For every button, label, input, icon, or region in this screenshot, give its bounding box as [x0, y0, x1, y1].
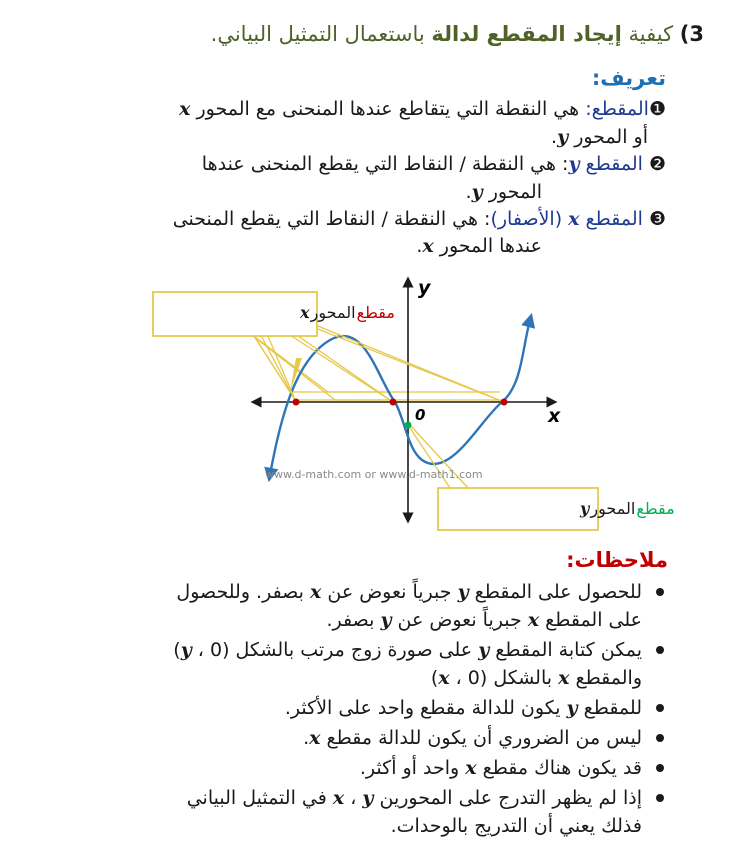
note-text: في التمثيل البياني [186, 787, 333, 809]
definition-text: المحور [488, 181, 542, 203]
note-line [28, 724, 642, 752]
note-text: جبرياً نعوض عن [391, 609, 528, 631]
x-intercept-point [501, 399, 508, 406]
math-var: x [558, 667, 570, 689]
callout-x-text: مقطع المحور x [300, 303, 395, 322]
bullet-icon [656, 588, 664, 596]
math-var: y [471, 181, 483, 203]
math-var: y [180, 639, 192, 661]
definition-label: المقطع [585, 153, 643, 175]
note-text: واحد أو أكثر. [359, 757, 466, 779]
note-line [28, 636, 642, 664]
definition-item-1-cont [551, 123, 648, 151]
note-text: ، [344, 787, 363, 809]
note-text: ) [430, 667, 439, 689]
math-var: y [557, 126, 569, 148]
marker-3-icon: ❸ [648, 208, 666, 230]
definition-text: . [551, 126, 558, 148]
y-intercept-point [405, 422, 412, 429]
note-text: جبرياً نعوض عن [321, 581, 458, 603]
definition-item-1 [179, 95, 666, 123]
definition-item-3 [173, 205, 666, 233]
definition-title: تعريف: [591, 66, 666, 90]
note-line [28, 754, 642, 782]
definition-label: (الأصفار) [490, 208, 563, 230]
math-var: y [566, 697, 578, 719]
bullet-icon [656, 794, 664, 802]
heading-prefix: كيفية [628, 22, 674, 46]
definition-text: . [416, 235, 423, 257]
marker-1-icon: ❶ [648, 98, 666, 120]
note-line [28, 606, 642, 634]
note-item [28, 754, 668, 782]
note-line [28, 578, 642, 606]
note-line [28, 664, 642, 692]
x-intercept-point [293, 399, 300, 406]
definition-label: المقطع [585, 208, 643, 230]
definition-item-3-cont [416, 232, 542, 260]
marker-2-icon: ❷ [648, 153, 666, 175]
bullet-icon [656, 734, 664, 742]
math-var: y [380, 609, 392, 631]
origin-label: 0 [415, 406, 426, 424]
math-var: x [568, 208, 580, 230]
note-line [28, 784, 642, 812]
definition-text: : هي النقطة / النقاط التي يقطع المنحنى [172, 208, 491, 230]
math-var: y [568, 153, 580, 175]
bullet-icon [656, 646, 664, 654]
notes-list [28, 578, 668, 842]
heading-bold: إيجاد المقطع لدالة [431, 22, 622, 46]
section-heading [211, 22, 704, 46]
math-var: x [527, 609, 540, 631]
watermark: www.d-math.com or www.d-math1.com [265, 468, 483, 481]
math-var: y [478, 639, 490, 661]
note-line [28, 694, 642, 722]
heading-rest: باستعمال التمثيل البياني. [210, 22, 425, 46]
note-text: ، 0) [173, 639, 223, 661]
note-item [28, 724, 668, 752]
note-text: على المقطع [539, 609, 642, 631]
note-item [28, 694, 668, 722]
note-text: بصفر. وللحصول [176, 581, 310, 603]
definition-label: المقطع: [585, 98, 649, 120]
note-line [28, 812, 642, 840]
note-text: بصفر. [326, 609, 381, 631]
x-axis-label: x [548, 405, 561, 427]
math-var: x [309, 727, 321, 749]
math-var: x [422, 235, 434, 257]
definition-item-2-cont [466, 178, 542, 206]
note-text: فذلك يعني أن التدريج بالوحدات. [390, 815, 642, 837]
math-var: y [457, 581, 469, 603]
definition-text: عندها المحور [439, 235, 542, 257]
note-text: إذا لم يظهر التدرج على المحورين [373, 787, 642, 809]
callout-y-text: مقطع المحور y [580, 499, 675, 518]
note-text: قد يكون هناك مقطع [476, 757, 642, 779]
notes-title: ملاحظات: [566, 548, 668, 572]
bullet-icon [656, 704, 664, 712]
note-text: يكون للدالة مقطع واحد على الأكثر. [284, 697, 567, 719]
note-item [28, 636, 668, 692]
math-var: x [179, 98, 191, 120]
callout-y-box [438, 488, 598, 530]
math-var: x [332, 787, 345, 809]
definition-text: : هي النقطة / النقاط التي يقطع المنحنى عندها [201, 153, 569, 175]
note-text: على صورة زوج مرتب بالشكل ( [222, 639, 479, 661]
definition-text: هي النقطة التي يتقاطع عندها المنحنى مع المحور [196, 98, 580, 120]
note-text: والمقطع [569, 667, 642, 689]
note-text: . [303, 727, 310, 749]
callout-connectors [254, 322, 504, 488]
note-item [28, 784, 668, 840]
note-item [28, 578, 668, 634]
definition-item-2 [202, 150, 666, 178]
x-intercept-point [390, 399, 397, 406]
definition-text: . [465, 181, 472, 203]
note-text: للمقطع [577, 697, 642, 719]
note-text: بالشكل (0 ، [449, 667, 559, 689]
note-text: ليس من الضروري أن يكون للدالة مقطع [320, 727, 642, 749]
math-var: x [465, 757, 477, 779]
y-axis-label: y [418, 277, 431, 299]
note-text: يمكن كتابة المقطع [489, 639, 642, 661]
intercept-graph [150, 270, 675, 540]
callout-x-box [153, 292, 317, 336]
math-var: x [438, 667, 450, 689]
definition-text: أو المحور [574, 126, 648, 148]
math-var: x [309, 581, 322, 603]
math-var: y [362, 787, 374, 809]
bullet-icon [656, 764, 664, 772]
note-text: للحصول على المقطع [468, 581, 642, 603]
section-number: 3) [679, 22, 704, 46]
